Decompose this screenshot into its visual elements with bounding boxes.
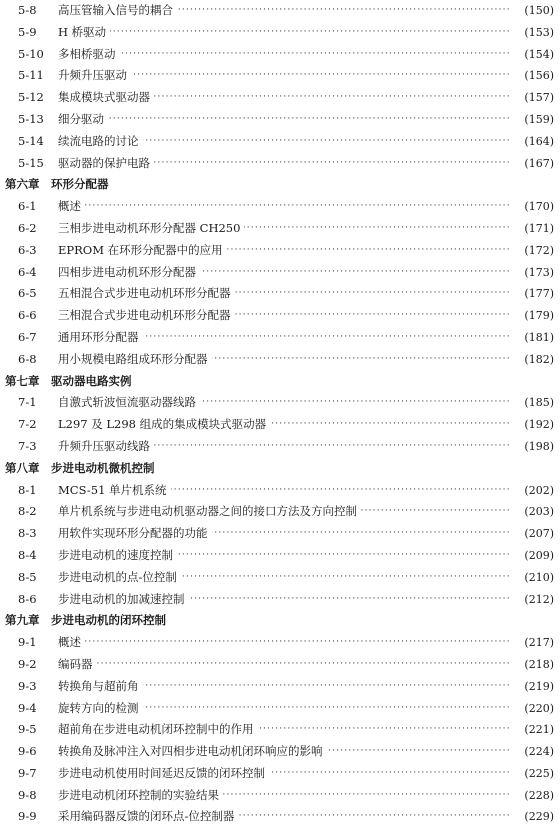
section-number: 9-4 [18,700,37,715]
section-number: 9-5 [18,722,37,737]
section-title: MCS-51 单片机系统 [58,480,171,502]
dot-leader [60,109,514,131]
toc-entry [0,153,560,175]
section-number: 6-3 [18,242,37,257]
toc-entry [0,87,560,109]
section-number: 8-5 [18,569,37,584]
toc-entry [0,632,560,654]
section-number: 6-5 [18,286,37,301]
toc-entry [0,327,560,349]
toc-entry [0,480,560,502]
section-title: 三相混合式步进电动机环形分配器 [58,305,235,327]
section-title: 升频升压驱动 [58,65,131,87]
toc-entry [0,676,560,698]
page-number: (209) [511,545,554,567]
toc-entry [0,240,560,262]
section-number: 6-7 [18,329,37,344]
chapter-title: 第六章 环形分配器 [5,177,109,192]
section-number: 5-9 [18,24,37,39]
page-number: (153) [511,22,554,44]
section-number: 6-1 [18,199,37,214]
page-number: (181) [511,327,554,349]
section-number: 9-2 [18,656,37,671]
section-title: EPROM 在环形分配器中的应用 [58,240,227,262]
toc-entry [0,0,560,22]
dot-leader [60,196,514,218]
page-number: (157) [511,87,554,109]
section-number: 9-1 [18,635,37,650]
page-number: (185) [511,392,554,414]
toc-entry [0,44,560,66]
toc-entry [0,698,560,720]
page-number: (156) [511,65,554,87]
section-number: 9-6 [18,744,37,759]
page-number: (171) [511,218,554,240]
page-number: (203) [511,501,554,523]
page-number: (210) [511,567,554,589]
section-title: 续流电路的讨论 [58,131,143,153]
section-title: 采用编码器反馈的闭环点-位控制器 [58,806,238,828]
section-title: 用小规模电路组成环形分配器 [58,349,212,371]
toc-entry [0,436,560,458]
toc-entry [0,545,560,567]
section-number: 9-8 [18,787,37,802]
toc-entry [0,65,560,87]
toc-entry [0,763,560,785]
section-title: 概述 [58,632,85,654]
toc-entry [0,654,560,676]
toc-entry [0,392,560,414]
page-number: (217) [511,632,554,654]
section-title: 驱动器的保护电路 [58,153,154,175]
section-title: 单片机系统与步进电动机驱动器之间的接口方法及方向控制 [58,501,361,523]
section-title: 超前角在步进电动机闭环控制中的作用 [58,719,258,741]
page-number: (198) [511,436,554,458]
page-number: (164) [511,131,554,153]
page-number: (179) [511,305,554,327]
section-title: 高压管输入信号的耦合 [58,0,177,22]
page-number: (207) [511,523,554,545]
section-number: 6-6 [18,308,37,323]
chapter-heading [0,610,560,632]
section-title: 自激式斩波恒流驱动器线路 [58,392,200,414]
page-number: (172) [511,240,554,262]
page-number: (154) [511,44,554,66]
toc-entry [0,806,560,828]
page-number: (150) [511,0,554,22]
section-title: 多相桥驱动 [58,44,120,66]
dot-leader [60,632,514,654]
section-title: 五相混合式步进电动机环形分配器 [58,283,235,305]
section-number: 8-2 [18,504,37,519]
toc-entry [0,523,560,545]
toc-entry [0,283,560,305]
page-number: (220) [511,698,554,720]
page-number: (170) [511,196,554,218]
section-number: 5-15 [18,155,44,170]
section-title: L297 及 L298 组成的集成模块式驱动器 [58,414,270,436]
chapter-heading [0,371,560,393]
section-number: 5-14 [18,133,44,148]
section-number: 6-2 [18,220,37,235]
toc-entry [0,22,560,44]
section-number: 8-4 [18,547,37,562]
page-number: (173) [511,262,554,284]
section-number: 8-1 [18,482,37,497]
page-number: (192) [511,414,554,436]
section-number: 5-10 [18,46,44,61]
toc-entry [0,305,560,327]
dot-leader [60,22,514,44]
toc-entry [0,567,560,589]
page-number: (225) [511,763,554,785]
section-title: 转换角及脉冲注入对四相步进电动机闭环响应的影响 [58,741,327,763]
chapter-title: 第九章 步进电动机的闭环控制 [5,613,166,628]
page-number: (221) [511,719,554,741]
page-number: (224) [511,741,554,763]
toc-entry [0,589,560,611]
section-number: 9-3 [18,678,37,693]
section-title: H 桥驱动 [58,22,110,44]
section-title: 概述 [58,196,85,218]
section-number: 9-9 [18,809,37,824]
page-number: (218) [511,654,554,676]
page-number: (212) [511,589,554,611]
section-title: 转换角与超前角 [58,676,143,698]
section-title: 旋转方向的检测 [58,698,143,720]
chapter-heading [0,174,560,196]
toc-entry [0,785,560,807]
section-number: 5-12 [18,90,44,105]
section-number: 6-4 [18,264,37,279]
section-number: 7-2 [18,417,37,432]
section-number: 6-8 [18,351,37,366]
toc-entry [0,109,560,131]
section-title: 步进电动机使用时间延迟反馈的闭环控制 [58,763,269,785]
toc-entry [0,719,560,741]
toc-entry [0,262,560,284]
section-title: 步进电动机的点-位控制 [58,567,181,589]
section-title: 四相步进电动机环形分配器 [58,262,200,284]
dot-leader [60,44,514,66]
section-number: 5-8 [18,3,37,17]
page-number: (202) [511,480,554,502]
section-number: 8-6 [18,591,37,606]
page-number: (219) [511,676,554,698]
section-number: 5-11 [18,68,44,83]
toc-entry [0,131,560,153]
toc-entry [0,501,560,523]
section-title: 步进电动机的速度控制 [58,545,177,567]
section-title: 升频升压驱动线路 [58,436,154,458]
section-title: 三相步进电动机环形分配器 CH250 [58,218,244,240]
toc-entry [0,196,560,218]
page-number: (229) [511,806,554,828]
toc-entry [0,741,560,763]
section-title: 编码器 [58,654,97,676]
section-number: 9-7 [18,765,37,780]
section-title: 步进电动机闭环控制的实验结果 [58,785,223,807]
toc-entry [0,218,560,240]
page-number: (228) [511,785,554,807]
section-title: 用软件实现环形分配器的功能 [58,523,212,545]
section-title: 通用环形分配器 [58,327,143,349]
page-number: (177) [511,283,554,305]
toc-entry [0,414,560,436]
page-number: (167) [511,153,554,175]
chapter-title: 第八章 步进电动机微机控制 [5,460,155,475]
page-number: (159) [511,109,554,131]
chapter-heading [0,458,560,480]
section-number: 5-13 [18,111,44,126]
section-title: 步进电动机的加减速控制 [58,589,189,611]
section-number: 7-1 [18,395,37,410]
page-number: (182) [511,349,554,371]
dot-leader [60,654,514,676]
section-number: 7-3 [18,438,37,453]
toc-entry [0,349,560,371]
section-title: 集成模块式驱动器 [58,87,154,109]
section-number: 8-3 [18,526,37,541]
chapter-title: 第七章 驱动器电路实例 [5,373,132,388]
section-title: 细分驱动 [58,109,108,131]
